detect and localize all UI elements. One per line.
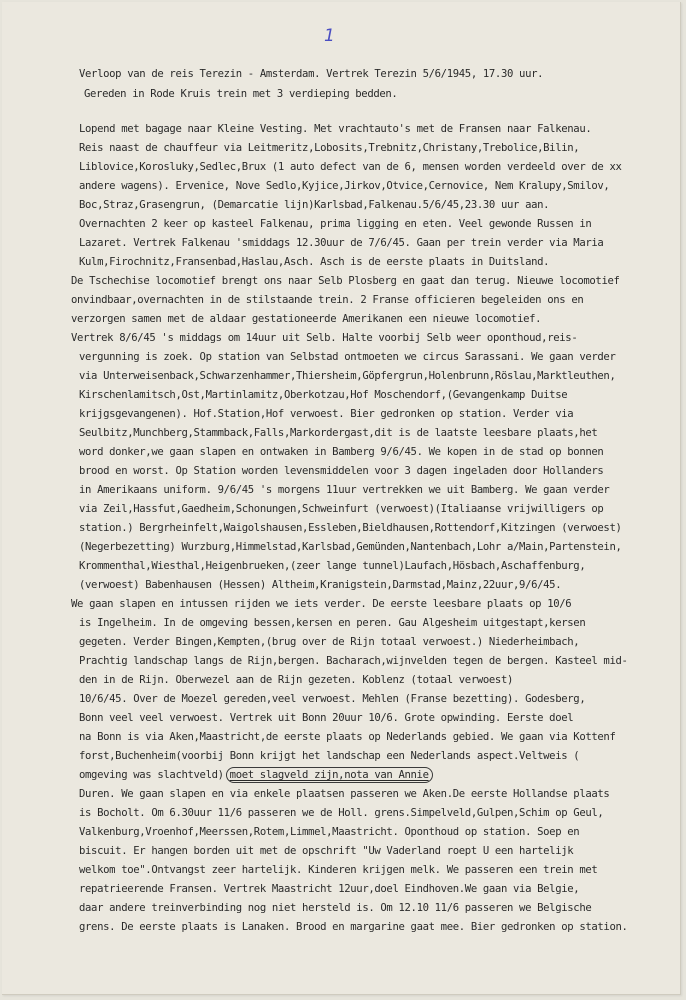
diary-text [2,120,686,937]
header-line-2: Gereden in Rode Kruis trein met 3 verdieping bedden. [84,88,398,100]
text-line: verzorgen samen met de aldaar gestationeerde Amerikanen een nieuwe locomotief. [71,313,542,325]
text-line: De Tschechise locomotief brengt ons naar Selb Plosberg en gaat dan terug. Nieuwe locomotief [71,275,620,287]
handwritten-note-oval: moet slagveld zijn,nota van Annie [226,767,433,783]
text-line: omgeving was slachtveld) [79,769,224,781]
text-line: forst,Buchenheim(voorbij Bonn krijgt het landschap een Nederlands aspect.Veltweis ( [79,750,580,762]
text-line: onvindbaar,overnachten in de stilstaande trein. 2 Franse officieren begeleiden ons en [71,294,584,306]
text-line: station.) Bergrheinfelt,Waigolshausen,Essleben,Bieldhausen,Rottendorf,Kitzingen (verwoest) [79,522,622,534]
text-line: Kulm,Firochnitz,Fransenbad,Haslau,Asch. Asch is de eerste plaats in Duitsland. [79,256,550,268]
text-line: Liblovice,Korosluky,Sedlec,Brux (1 auto defect van de 6, mensen worden verdeeld over de xx [79,161,622,173]
text-line: via Unterweisenback,Schwarzenhammer,Thiersheim,Göpfergrun,Holenbrunn,Röslau,Marktleuthen, [79,370,616,382]
text-line: Valkenburg,Vroenhof,Meerssen,Rotem,Limmel,Maastricht. Oponthoud op station. Soep en [79,826,580,838]
text-line: daar andere treinverbinding nog niet hersteld is. Om 12.10 11/6 passeren we Belgische [79,902,592,914]
text-line: welkom toe".Ontvangst zeer hartelijk. Kinderen krijgen melk. We passeren een trein met [79,864,598,876]
text-line: Vertrek 8/6/45 's middags om 14uur uit Selb. Halte voorbij Selb weer oponthoud,reis- [71,332,578,344]
text-line: word donker,we gaan slapen en ontwaken in Bamberg 9/6/45. We kopen in de stad op bonnen [79,446,604,458]
text-line: Boc,Straz,Grasengrun, (Demarcatie lijn)Karlsbad,Falkenau.5/6/45,23.30 uur aan. [79,199,550,211]
text-line-annotated [2,766,686,785]
text-line: Reis naast de chauffeur via Leitmeritz,Lobosits,Trebnitz,Christany,Trebolice,Bilin, [79,142,580,154]
text-line: grens. De eerste plaats is Lanaken. Brood en margarine gaat mee. Bier gedronken op station. [79,921,628,933]
text-line: brood en worst. Op Station worden levensmiddelen voor 3 dagen ingeladen door Hollanders [79,465,604,477]
text-line: krijgsgevangenen). Hof.Station,Hof verwoest. Bier gedronken op station. Verder via [79,408,574,420]
text-line: na Bonn is via Aken,Maastricht,de eerste plaats op Nederlands gebied. We gaan via Kottenf [79,731,616,743]
text-line: Overnachten 2 keer op kasteel Falkenau, prima ligging en eten. Veel gewonde Russen in [79,218,592,230]
text-line: gegeten. Verder Bingen,Kempten,(brug over de Rijn totaal verwoest.) Niederheimbach, [79,636,580,648]
text-line: Bonn veel veel verwoest. Vertrek uit Bonn 20uur 10/6. Grote opwinding. Eerste doel [79,712,574,724]
text-line: is Bocholt. Om 6.30uur 11/6 passeren we de Holl. grens.Simpelveld,Gulpen,Schim op Geul, [79,807,604,819]
header-line-1: Verloop van de reis Terezin - Amsterdam. Vertrek Terezin 5/6/1945, 17.30 uur. [79,68,544,80]
typewritten-sheet [2,2,681,995]
text-line: Duren. We gaan slapen en via enkele plaatsen passeren we Aken.De eerste Hollandse plaats [79,788,610,800]
text-line: andere wagens). Ervenice, Nove Sedlo,Kyjice,Jirkov,Otvice,Cernovice, Nem Kralupy,Smilov, [79,180,610,192]
text-line: repatrieerende Fransen. Vertrek Maastricht 12uur,doel Eindhoven.We gaan via Belgie, [79,883,580,895]
text-line: den in de Rijn. Oberwezel aan de Rijn gezeten. Koblenz (totaal verwoest) [79,674,514,686]
text-line: Lazaret. Vertrek Falkenau 'smiddags 12.30uur de 7/6/45. Gaan per trein verder via Maria [79,237,604,249]
text-line: We gaan slapen en intussen rijden we iets verder. De eerste leesbare plaats op 10/6 [71,598,572,610]
text-line: biscuit. Er hangen borden uit met de opschrift "Uw Vaderland roept U een hartelijk [79,845,574,857]
text-line: Krommenthal,Wiesthal,Heigenbrueken,(zeer lange tunnel)Laufach,Hösbach,Aschaffenburg, [79,560,586,572]
text-line: is Ingelheim. In de omgeving bessen,kersen en peren. Gau Algesheim uitgestapt,kersen [79,617,586,629]
text-line: via Zeil,Hassfut,Gaedheim,Schonungen,Schweinfurt (verwoest)(Italiaanse vrijwilligers op [79,503,604,515]
text-line: Kirschenlamitsch,Ost,Martinlamitz,Oberkotzau,Hof Moschendorf,(Gevangenkamp Duitse [79,389,568,401]
text-line: Lopend met bagage naar Kleine Vesting. Met vrachtauto's met de Fransen naar Falkenau. [79,123,592,135]
text-line: 10/6/45. Over de Moezel gereden,veel verwoest. Mehlen (Franse bezetting). Godesberg, [79,693,586,705]
page-number: 1 [324,26,335,46]
text-line: in Amerikaans uniform. 9/6/45 's morgens 11uur vertrekken we uit Bamberg. We gaan verder [79,484,610,496]
text-line: (verwoest) Babenhausen (Hessen) Altheim,Kranigstein,Darmstad,Mainz,22uur,9/6/45. [79,579,562,591]
text-line: vergunning is zoek. Op station van Selbstad ontmoeten we circus Sarassani. We gaan verder [79,351,616,363]
text-line: Seulbitz,Munchberg,Stammback,Falls,Markordergast,dit is de laatste leesbare plaats,het [79,427,598,439]
text-line: Prachtig landschap langs de Rijn,bergen. Bacharach,wijnvelden tegen de bergen. Kasteel mid- [79,655,628,667]
text-line: (Negerbezetting) Wurzburg,Himmelstad,Karlsbad,Gemünden,Nantenbach,Lohr a/Main,Partenstein, [79,541,622,553]
